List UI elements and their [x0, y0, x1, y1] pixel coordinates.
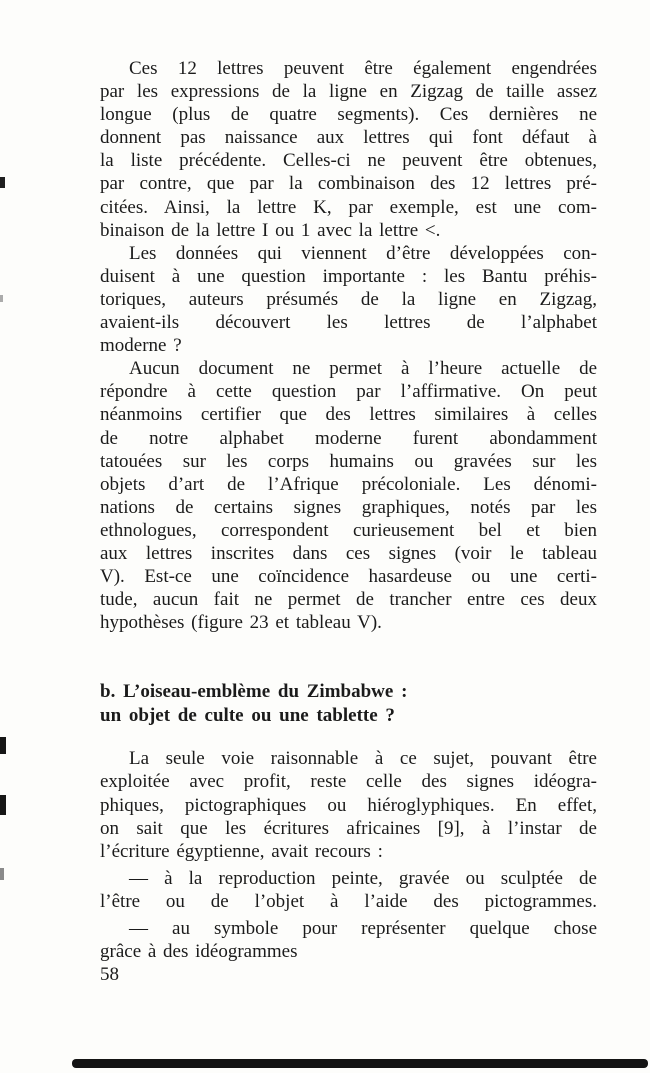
text-line: ethnologues, correspondent curieusement bel et bien — [100, 519, 597, 541]
text-line: objets d’art de l’Afrique précoloniale. Les dénomi- — [100, 473, 597, 495]
text-line: La seule voie raisonnable à ce sujet, pouvant être — [129, 748, 597, 770]
text-line: la liste précédente. Celles-ci ne peuvent être obtenues, — [100, 150, 597, 172]
text-line: toriques, auteurs présumés de la ligne en Zigzag, — [100, 288, 597, 310]
text-line: longue (plus de quatre segments). Ces dernières ne — [100, 104, 597, 126]
text-line: duisent à une question importante : les Bantu préhis- — [100, 265, 597, 287]
paragraph-3 — [100, 357, 597, 634]
text-line: exploitée avec profit, reste celle des signes idéogra- — [100, 771, 597, 793]
text-line: V). Est-ce une coïncidence hasardeuse ou une certi- — [100, 566, 597, 588]
scan-edge-bar — [72, 1059, 648, 1068]
paragraph-2 — [100, 242, 597, 357]
text-line: Les données qui viennent d’être développées con- — [129, 242, 597, 264]
text-line: par contre, que par la combinaison des 12 lettres pré- — [100, 173, 597, 195]
text-line: donnent pas naissance aux lettres qui font défaut à — [100, 127, 597, 149]
text-line: nations de certains signes graphiques, notés par les — [100, 496, 597, 518]
text-line: par les expressions de la ligne en Zigzag de taille assez — [100, 81, 597, 103]
text-line: l’écriture égyptienne, avait recours : — [100, 840, 383, 862]
text-line: aux lettres inscrites dans ces signes (voir le tableau — [100, 542, 597, 564]
text-line: — à la reproduction peinte, gravée ou sculptée de — [129, 867, 597, 889]
text-line: hypothèses (figure 23 et tableau V). — [100, 612, 382, 634]
text-line: — au symbole pour représenter quelque chose — [129, 918, 597, 939]
text-line: binaison de la lettre I ou 1 avec la lettre <. — [100, 219, 441, 241]
text-line: moderne ? — [100, 335, 182, 357]
scan-mark-4 — [0, 795, 6, 815]
text-line: l’être ou de l’objet à l’aide des pictogrammes. — [100, 890, 597, 912]
scan-mark-2 — [0, 295, 3, 302]
text-line: néanmoins certifier que des lettres similaires à celles — [100, 404, 597, 426]
list-item-2 — [100, 917, 597, 963]
text-line: un objet de culte ou une tablette ? — [100, 705, 395, 727]
scan-mark-1 — [0, 177, 5, 188]
text-line: de notre alphabet moderne furent abondamment — [100, 427, 597, 449]
text-line: phiques, pictographiques ou hiéroglyphiques. En effet, — [100, 794, 597, 816]
section-heading — [100, 680, 597, 728]
text-line: tatouées sur les corps humains ou gravées sur les — [100, 450, 597, 472]
paragraph-4 — [100, 747, 597, 862]
scan-mark-5 — [0, 868, 4, 880]
text-line: on sait que les écritures africaines [9], à l’instar de — [100, 817, 597, 839]
page-number: 58 — [100, 964, 119, 986]
text-line: Aucun document ne permet à l’heure actuelle de — [129, 358, 597, 380]
text-line: répondre à cette question par l’affirmative. On peut — [100, 381, 597, 403]
text-line: Ces 12 lettres peuvent être également engendrées — [129, 58, 597, 79]
text-line: avaient-ils découvert les lettres de l’alphabet — [100, 312, 597, 334]
text-line: tude, aucun fait ne permet de trancher entre ces deux — [100, 589, 597, 611]
text-column — [100, 57, 597, 986]
text-line: grâce à des idéogrammes — [100, 941, 298, 963]
list-item-1 — [100, 867, 597, 913]
scan-mark-3 — [0, 737, 6, 754]
text-line: citées. Ainsi, la lettre K, par exemple, est une com- — [100, 196, 597, 218]
paragraph-1 — [100, 57, 597, 242]
text-line: b. L’oiseau-emblème du Zimbabwe : — [100, 681, 408, 703]
